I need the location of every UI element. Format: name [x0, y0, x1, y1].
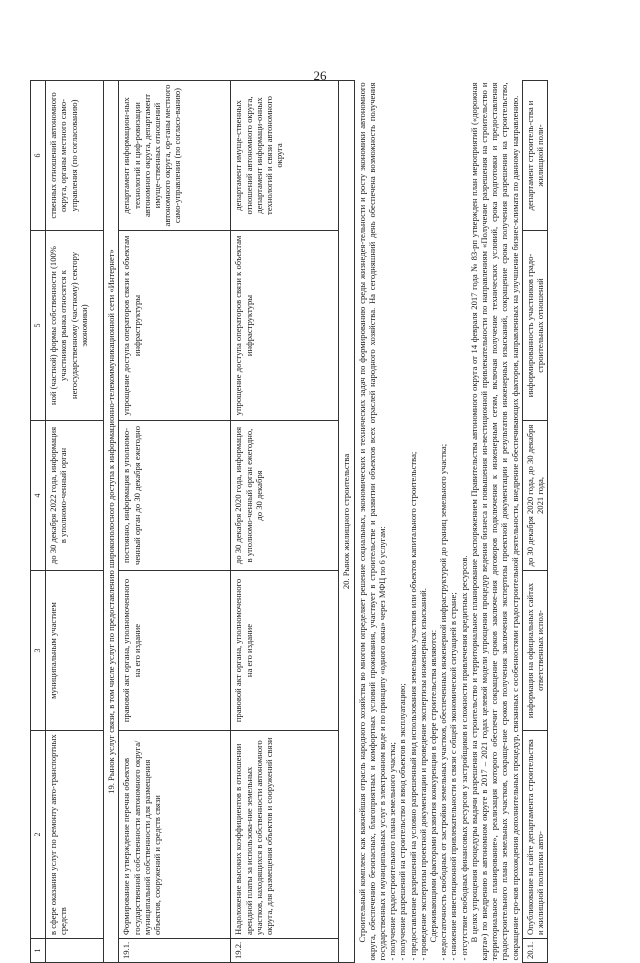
- document-type-cell: информация на официальных сайтах ответственных испол-: [522, 571, 547, 731]
- measures-table: [30, 80, 548, 963]
- list-item: - получение разрешений на строительство и ввод объектов в эксплуатацию;: [397, 683, 408, 961]
- row-number-cell: [46, 939, 104, 963]
- list-item: - отсутствие свободных финансовых ресурсов у застройщиков и сложности привлечения кредитных ресурсов.: [458, 555, 469, 961]
- responsible-cell: департамент строитель-ства и жилищной поли-: [522, 81, 547, 231]
- measure-cell: Надоложение высоких коэффициентов в отношении арендной платы за использова-ние земельных участков, находящихся в собственности автономного округа, для размещения объектов и сооружений связи: [231, 731, 339, 939]
- column-number: 6: [31, 81, 46, 231]
- deadline-cell: до 30 декабря 2020 года, до 30 декабря 2021 года,: [522, 421, 547, 571]
- paragraph: Сдерживающими факторами развития конкуренции в сфере строительства являются:: [428, 629, 439, 943]
- section-19-title: 19. Рынок услуг связи, в том числе услуг по предоставлению широкополосного доступа к информационно-телекоммуникационной сети «Интернет»: [104, 81, 119, 963]
- list-item: - получение градостроительного плана земельного участка;: [387, 742, 398, 961]
- table-row: [522, 81, 547, 963]
- column-number: 2: [31, 731, 46, 939]
- prose-row: [354, 81, 522, 963]
- result-cell: ной (частной) формы собственности (100% участников рынка относятся к негосударственному (частному) сектору экономики): [46, 231, 104, 421]
- rotated-page-content: [30, 81, 610, 963]
- table-row: [119, 81, 231, 963]
- column-number: 5: [31, 231, 46, 421]
- result-cell: упрощение доступа операторов связи к объектам инфраструктуры: [231, 231, 339, 421]
- column-number: 3: [31, 571, 46, 731]
- list-item: - предоставление разрешений на условно разрешенный вид использования земельных участков или объектов капитального строительства;: [407, 451, 418, 961]
- paragraph: В целях упрощения процедуры выдачи разрешения на строительство и территориальное планирование распоряжением Правительства автономного округа от 14 февраля 2017 года № 83-рп утвержден план мероприятий («дорожная карта») по внедрению в автономном округе в 2017 – 2021 годах целевой модели упрощения процедур ведения бизнеса и повышения ин-вестиционной привлекательности по направлениям «Получение разрешения на строительство и территориальное планирование», реализация которого обеспечит сокращение сроков заключе-ния договоров подключения к инженерным сетям, включая получение технических условий, срока подготовки и предоставления градостроительного плана земельных участков, сокраще-ние сроков получения заключения экспертизы проектной документации и результатов инженерных изысканий, сокращение срока получения разрешения на строительство, сокращение сро-ков прохождения дополнительных процедур, связанных с особенностями градостроительной деятельности, внедрение обеспечивающих факторов, направленных на улучшение бизнес-климата по данному направлению.: [468, 82, 520, 961]
- result-cell: информированность участников градо-строительных отношений: [522, 231, 547, 421]
- document-type-cell: муниципальным участием: [46, 571, 104, 731]
- document-type-cell: правовой акт органа, уполномоченного на его издание: [231, 571, 339, 731]
- responsible-cell: департамент информацион-ных технологий и циф-ровизации автономного округа, департамент имуще-ственных отношений автономного округа, ор-ганы местного само-управления (по согласо-ванию): [119, 81, 231, 231]
- measure-cell: Формирование и утверждение перечня объектов государственной собственности автономного округа/муниципальной собственности для размещения объектов, сооружений и средств связи: [119, 731, 231, 939]
- row-number-cell: 20.1.: [522, 939, 547, 963]
- column-number-row: [31, 81, 46, 963]
- row-number-cell: 19.1.: [119, 939, 231, 963]
- list-item: - недостаточность свободных от застройки земельных участков, обеспеченных инженерной инфраструктурой до границ земельного участка;: [438, 443, 449, 961]
- list-item: - снижение инвестиционной привлекательности в связи с общей экономической ситуацией в стране;: [448, 592, 459, 961]
- table-row: [231, 81, 339, 963]
- section-20-description: [357, 81, 520, 963]
- column-number: 4: [31, 421, 46, 571]
- responsible-cell: ственных отношений автономного округа, органы местного само-управления (по согласованию): [46, 81, 104, 231]
- section-heading-row: [104, 81, 119, 963]
- deadline-cell: до 30 декабря 2020 года, информация в уполномо-ченный орган ежегодно, до 30 декабря: [231, 421, 339, 571]
- section-heading-row: [339, 81, 354, 963]
- paragraph: Строительный комплекс как важнейшая отрасль народного хозяйства во многом определяет решение социальных, экономических и технических задач по формированию среды жизнедея-тельности и росту экономики автономного округа, обеспечению безопасных, благоприятных и комфортных условий проживания, участвует в строительстве и развитии объектов всех отраслей народного хозяйства. На сегодняшний день обеспечена возможность получения государственных и муниципальных услуг в электронном виде и по принципу «одного окна» через МФЦ по 6 услугам:: [356, 82, 388, 961]
- table-row: [46, 81, 104, 963]
- row-number-cell: 19.2.: [231, 939, 339, 963]
- deadline-cell: до 30 декабря 2022 года, информация в уполномо-ченный орган: [46, 421, 104, 571]
- responsible-cell: департамент имуще-ственных отношений автономного округа, департамент информаци-онных технологий и связи автономного округа: [231, 81, 339, 231]
- section-20-title: 20. Рынок жилищного строительства: [339, 81, 354, 963]
- result-cell: упрощение доступа операторов связи к объектам инфраструктуры: [119, 231, 231, 421]
- deadline-cell: постоянно, информация в уполномо-ченный орган до 30 декабря ежегодно: [119, 421, 231, 571]
- document-type-cell: правовой акт органа, уполномоченного на его издание: [119, 571, 231, 731]
- page-number: 26: [313, 68, 327, 83]
- measure-cell: в сфере оказания услуг по ремонту авто-транспортных средств: [46, 731, 104, 939]
- list-item: - проведение экспертизы проектной документации и проведение экспертизы инженерных изысканий.: [417, 588, 428, 961]
- column-number: 1: [31, 939, 46, 963]
- measure-cell: Опубликование на сайте департамента строительства и жилищной политики авто-: [522, 731, 547, 939]
